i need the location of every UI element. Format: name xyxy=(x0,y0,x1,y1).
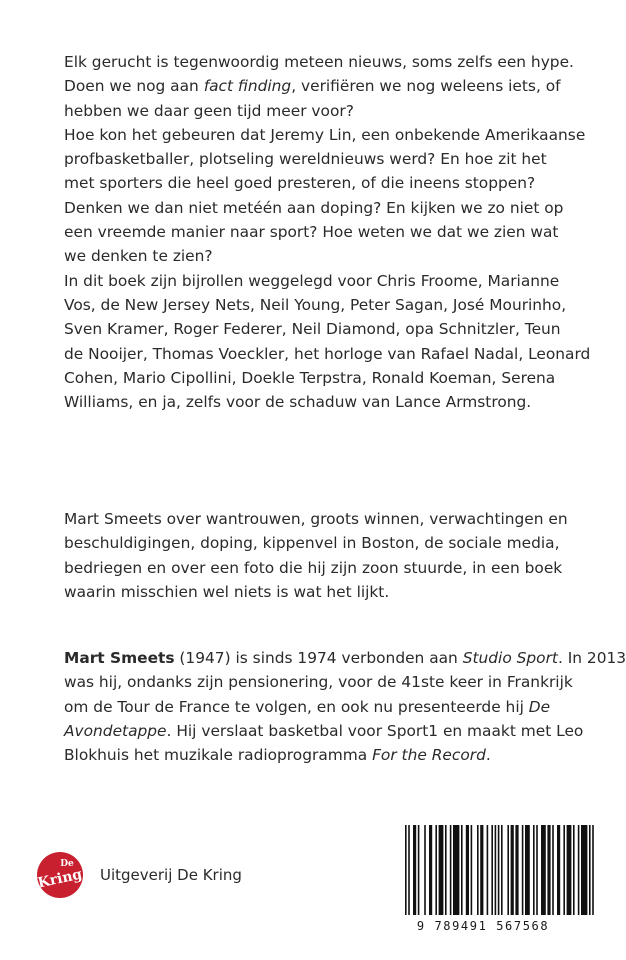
barcode-bar xyxy=(498,825,500,915)
blurb-line xyxy=(64,74,576,98)
barcode-bars xyxy=(405,825,561,917)
isbn-number: 9 789491 567568 xyxy=(416,919,550,933)
author-bio xyxy=(64,646,626,767)
barcode-bar xyxy=(491,825,493,915)
isbn-barcode xyxy=(395,822,571,952)
barcode-bar xyxy=(511,825,514,915)
svg-text:Kring: Kring xyxy=(36,866,84,892)
barcode-bar xyxy=(435,825,437,915)
publisher-block xyxy=(36,850,242,900)
barcode-bar xyxy=(567,825,572,915)
blurb-line: Cohen, Mario Cipollini, Doekle Terpstra, Ronald Koeman, Serena xyxy=(64,368,556,387)
barcode-bar xyxy=(429,825,432,915)
barcode-bar xyxy=(477,825,479,915)
barcode-bar xyxy=(413,825,416,915)
blurb-line: In dit boek zijn bijrollen weggelegd voor Chris Froome, Marianne xyxy=(64,271,560,290)
bio-line-2: was hij, ondanks zijn pensionering, voor de 41ste keer in Frankrijk xyxy=(64,673,573,692)
barcode-bar xyxy=(541,825,546,915)
text-fragment: Doen we nog aan xyxy=(64,77,204,96)
bio-text: . xyxy=(485,746,491,765)
barcode-bar xyxy=(466,825,469,915)
barcode-bar xyxy=(515,825,518,915)
bio-line-3 xyxy=(64,695,576,719)
barcode-bar xyxy=(522,825,524,915)
bio-italic-for-the-record: For the Record xyxy=(372,746,486,765)
barcode-bar xyxy=(471,825,473,915)
svg-text:De: De xyxy=(60,859,74,869)
barcode-bar xyxy=(552,825,554,915)
summary-line: waarin misschien wel niets is wat het lijkt. xyxy=(64,582,390,601)
barcode-bar xyxy=(418,825,420,915)
blurb-paragraph xyxy=(64,50,591,414)
barcode-bar xyxy=(557,825,560,915)
summary-line: Mart Smeets over wantrouwen, groots winnen, verwachtingen en xyxy=(64,510,568,528)
barcode-bar xyxy=(480,825,483,915)
barcode-bar xyxy=(563,825,565,915)
bio-line-1 xyxy=(64,646,626,670)
summary-line: beschuldigingen, doping, kippenvel in Boston, de sociale media, xyxy=(64,534,560,553)
bio-text: . Hij verslaat basketbal voor Sport1 en maakt met Leo xyxy=(166,721,584,740)
summary-paragraph xyxy=(64,507,576,604)
barcode-bar xyxy=(495,825,497,915)
bio-italic-de: De xyxy=(528,697,551,716)
barcode-bar xyxy=(589,825,591,915)
author-name: Mart Smeets xyxy=(64,649,175,667)
blurb-line: hebben we daar geen tijd meer voor? xyxy=(64,101,354,120)
publisher-name: Uitgeverij De Kring xyxy=(100,866,242,884)
blurb-line: met sporters die heel goed presteren, of die ineens stoppen? xyxy=(64,174,536,193)
barcode-bar xyxy=(453,825,459,915)
barcode-bar xyxy=(445,825,447,915)
barcode-bar xyxy=(405,825,407,915)
barcode-bar xyxy=(461,825,463,915)
blurb-line: Denken we dan niet metéén aan doping? En kijken we zo niet op xyxy=(64,198,564,217)
barcode-bar xyxy=(408,825,410,915)
italic-phrase: fact finding xyxy=(203,77,292,96)
bio-text: (1947) is sinds 1974 verbonden aan xyxy=(174,649,463,667)
blurb-line: Hoe kon het gebeuren dat Jeremy Lin, een onbekende Amerikaanse xyxy=(64,125,586,144)
barcode-bar xyxy=(547,825,550,915)
bio-line-4 xyxy=(64,719,584,743)
bio-text: om de Tour de France te volgen, en ook nu presenteerde hij xyxy=(64,697,529,716)
barcode-bar xyxy=(525,825,530,915)
barcode-bar xyxy=(487,825,489,915)
blurb-line: de Nooijer, Thomas Voeckler, het horloge van Rafael Nadal, Leonard xyxy=(64,344,591,363)
barcode-bar xyxy=(450,825,452,915)
blurb-line: profbasketballer, plotseling wereldnieuws werd? En hoe zit het xyxy=(64,150,547,169)
barcode-bar xyxy=(592,825,594,915)
blurb-line: Vos, de New Jersey Nets, Neil Young, Peter Sagan, José Mourinho, xyxy=(64,295,567,314)
barcode-bar xyxy=(578,825,580,915)
bio-italic-avondetappe: Avondetappe xyxy=(64,721,167,740)
barcode-bar xyxy=(536,825,538,915)
blurb-line: Sven Kramer, Roger Federer, Neil Diamond, opa Schnitzler, Teun xyxy=(64,320,561,339)
bio-text: . In 2013 xyxy=(557,649,626,667)
blurb-line: Elk gerucht is tegenwoordig meteen nieuws, soms zelfs een hype. xyxy=(64,53,574,71)
summary-line: bedriegen en over een foto die hij zijn zoon stuurde, in een boek xyxy=(64,558,563,577)
barcode-bar xyxy=(507,825,509,915)
publisher-logo-icon xyxy=(36,851,84,899)
barcode-bar xyxy=(573,825,575,915)
barcode-bar xyxy=(533,825,535,915)
blurb-line: we denken te zien? xyxy=(64,247,213,266)
barcode-bar xyxy=(501,825,503,915)
blurb-line: een vreemde manier naar sport? Hoe weten we dat we zien wat xyxy=(64,223,559,242)
barcode-bar xyxy=(439,825,444,915)
bio-line-5 xyxy=(64,743,576,767)
barcode-bar xyxy=(581,825,587,915)
barcode-bar xyxy=(424,825,426,915)
bio-text: Blokhuis het muzikale radioprogramma xyxy=(64,746,373,765)
text-fragment: , verifiëren we nog weleens iets, of xyxy=(291,77,561,96)
blurb-line: Williams, en ja, zelfs voor de schaduw van Lance Armstrong. xyxy=(64,393,532,412)
bio-italic-studio-sport: Studio Sport xyxy=(462,649,558,667)
